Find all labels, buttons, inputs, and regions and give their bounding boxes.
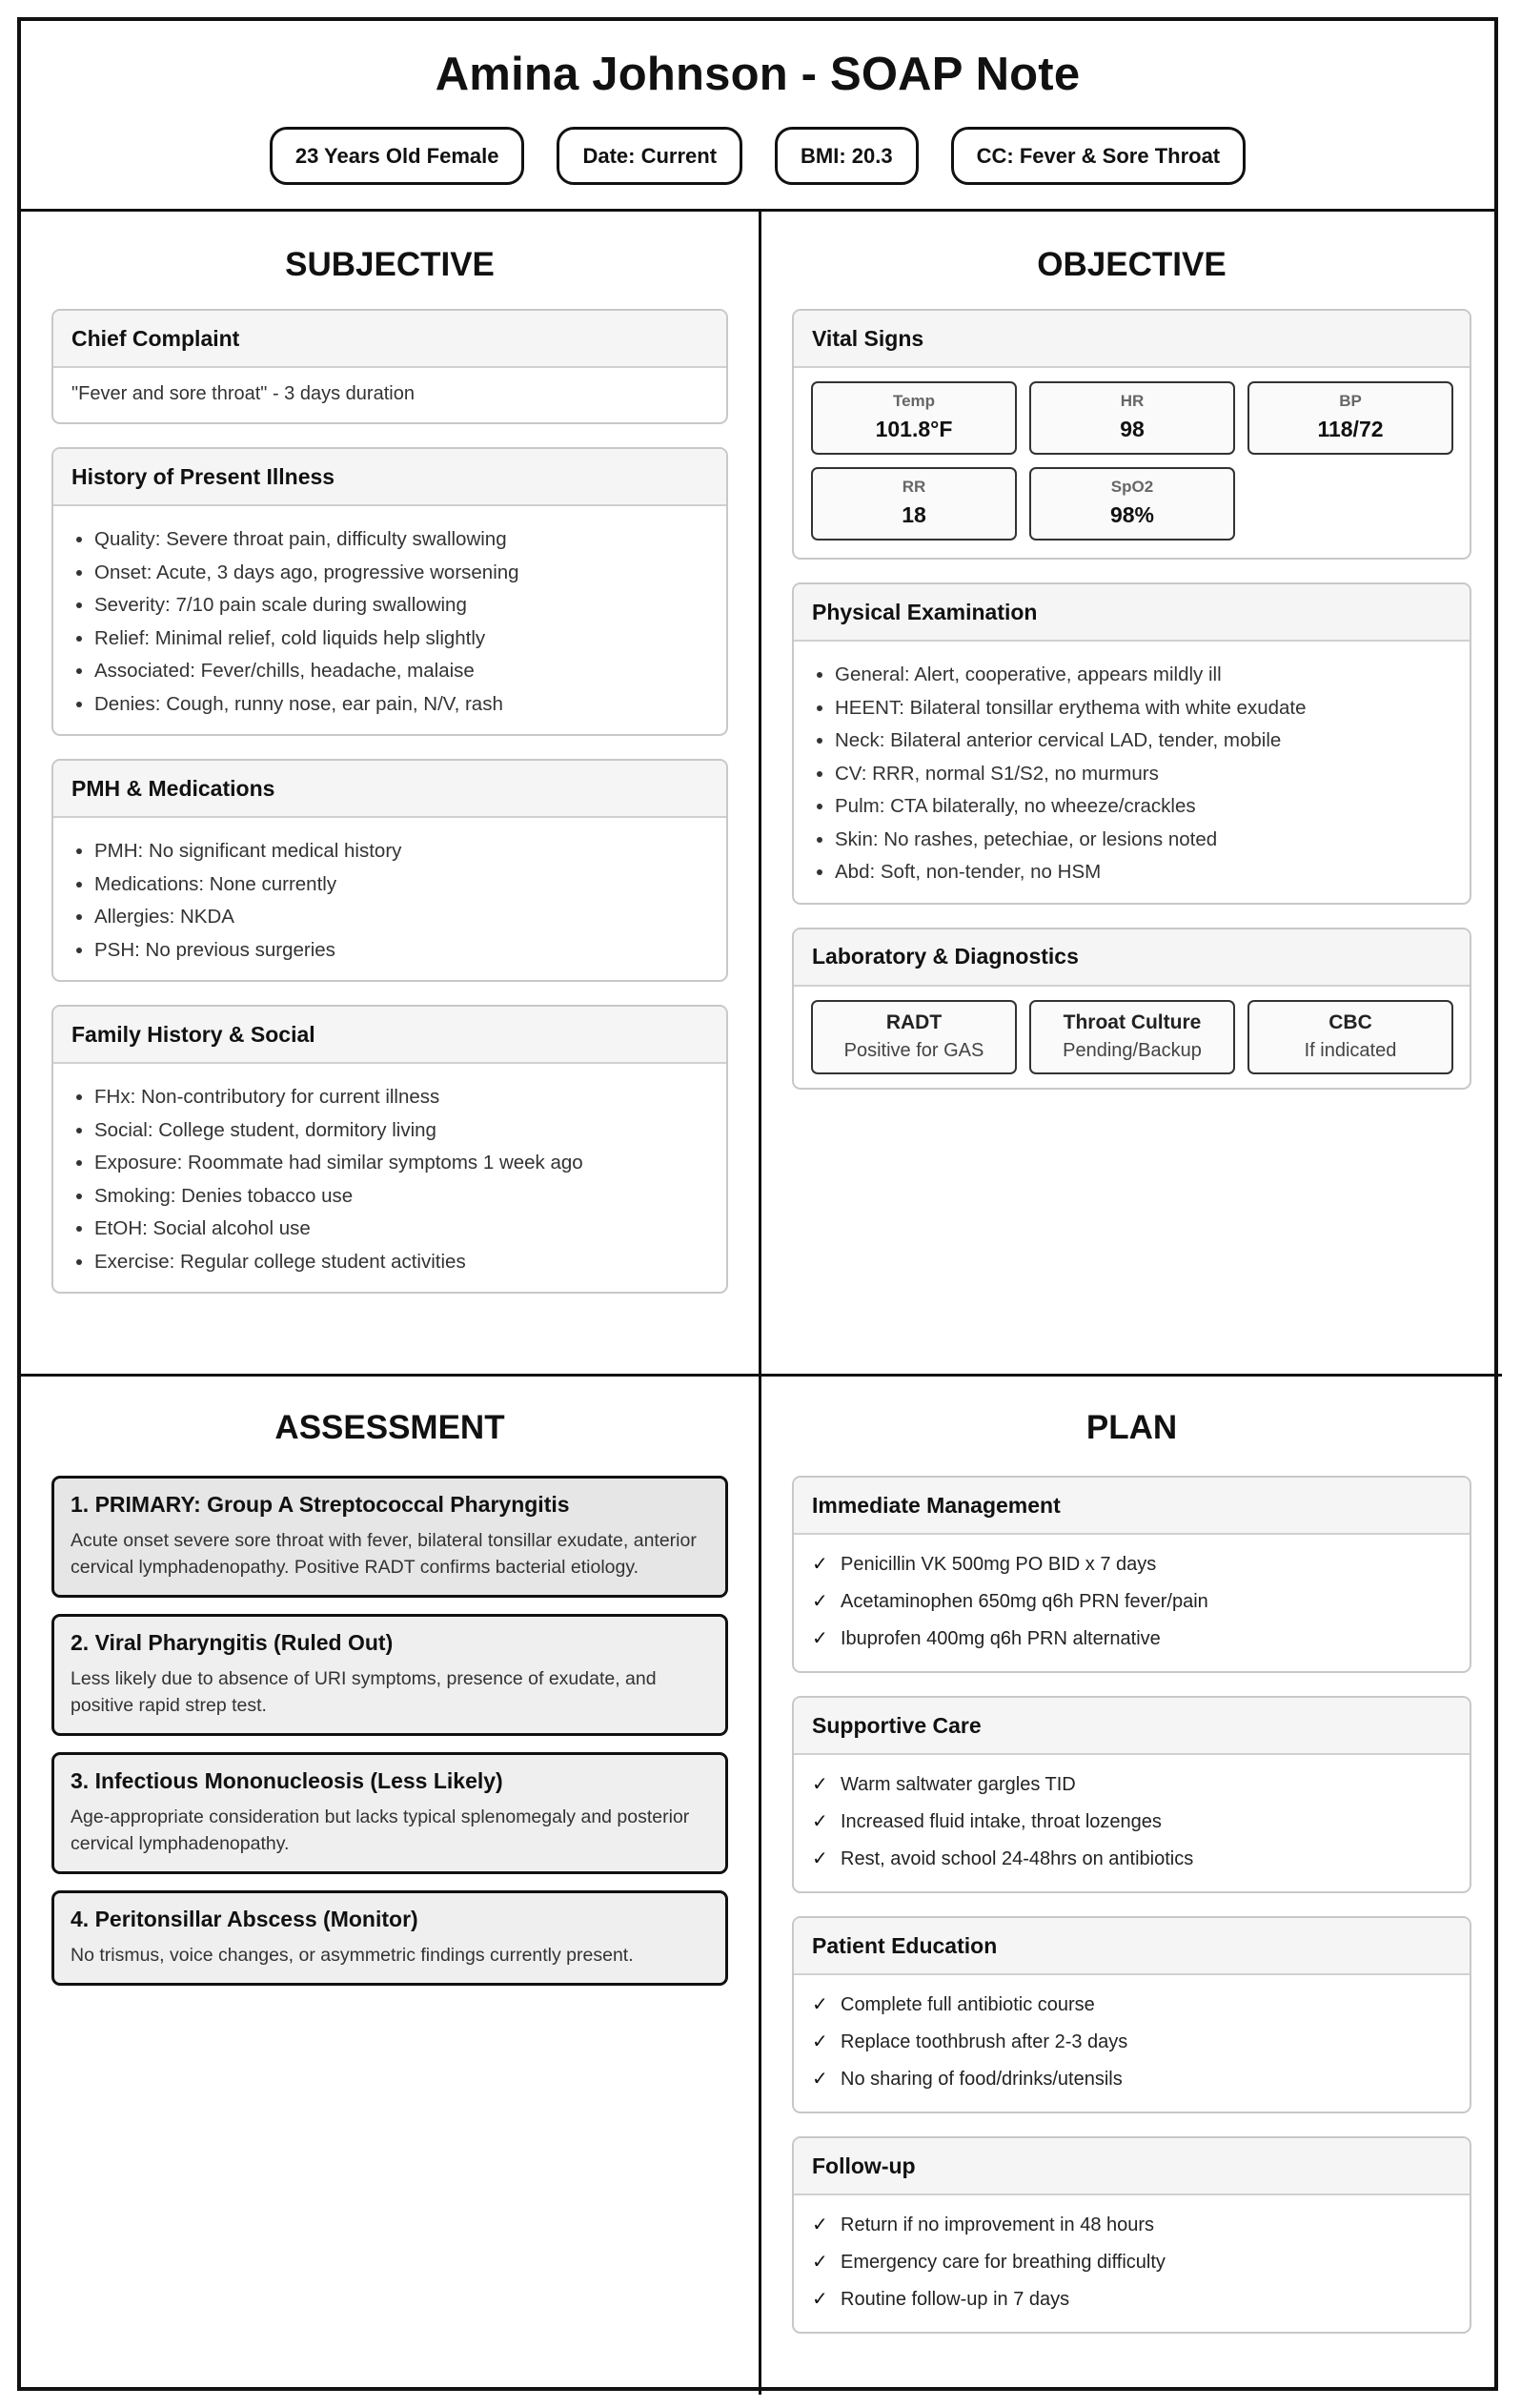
- diagnosis-text: No trismus, voice changes, or asymmetric findings currently present.: [71, 1945, 634, 1966]
- checkmark-icon: ✓: [812, 2214, 828, 2235]
- checkmark-icon: ✓: [812, 1994, 828, 2015]
- card-heading: PMH & Medications: [53, 761, 726, 818]
- exam-item: • Pulm: CTA bilaterally, no wheeze/crackles: [835, 790, 1451, 824]
- assessment-section: [21, 1377, 761, 2395]
- soap-note-page: [17, 17, 1498, 2391]
- diagnosis-text: Less likely due to absence of URI symptoms, presence of exudate, and positive rapid strep test.: [71, 1668, 657, 1716]
- card-heading: Follow-up: [794, 2138, 1470, 2195]
- family-social-item: • FHx: Non-contributory for current illness: [94, 1081, 708, 1114]
- immediate-list: [812, 1546, 1451, 1658]
- pmh-card: [51, 759, 728, 982]
- patient-badges: [21, 127, 1494, 185]
- hpi-item: • Denies: Cough, runny nose, ear pain, N/V, rash: [94, 688, 708, 722]
- card-heading: Chief Complaint: [53, 311, 726, 368]
- pmh-item: • PSH: No previous surgeries: [94, 934, 708, 968]
- card-heading: Supportive Care: [794, 1698, 1470, 1755]
- card-heading: History of Present Illness: [53, 449, 726, 506]
- lab-name: RADT: [885, 1010, 943, 1033]
- plan-item-text: Replace toothbrush after 2-3 days: [841, 2031, 1128, 2052]
- patient-education-card: [792, 1916, 1471, 2113]
- immediate-management-card: [792, 1476, 1471, 1673]
- supportive-item: [812, 1804, 1451, 1841]
- labs-card: [792, 928, 1471, 1090]
- vital-bp: [1247, 381, 1453, 455]
- exam-item: • Skin: No rashes, petechiae, or lesions noted: [835, 824, 1451, 857]
- hpi-item: • Onset: Acute, 3 days ago, progressive worsening: [94, 557, 708, 590]
- vital-signs-card: [792, 309, 1471, 560]
- lab-value: Pending/Backup: [1063, 1039, 1202, 1061]
- plan-item-text: Complete full antibiotic course: [841, 1994, 1095, 2015]
- vital-label: RR: [902, 478, 926, 496]
- plan-item-text: Acetaminophen 650mg q6h PRN fever/pain: [841, 1591, 1208, 1612]
- education-item: [812, 2024, 1451, 2061]
- card-heading: Laboratory & Diagnostics: [794, 929, 1470, 987]
- diagnosis-text: Age-appropriate consideration but lacks typical splenomegaly and posterior cervical lymphadenopathy.: [71, 1806, 690, 1854]
- date-badge: Date: Current: [557, 127, 742, 185]
- plan-item-text: Routine follow-up in 7 days: [841, 2289, 1070, 2310]
- lab-radt: [811, 1000, 1017, 1074]
- diagnosis-title: 2. Viral Pharyngitis (Ruled Out): [71, 1630, 394, 1655]
- pmh-list: [71, 835, 708, 967]
- family-social-item: • Social: College student, dormitory living: [94, 1114, 708, 1148]
- supportive-list: [812, 1766, 1451, 1878]
- exam-item: • HEENT: Bilateral tonsillar erythema with white exudate: [835, 692, 1451, 725]
- hpi-item: • Severity: 7/10 pain scale during swallowing: [94, 589, 708, 622]
- immediate-item: [812, 1546, 1451, 1583]
- checkmark-icon: ✓: [812, 2252, 828, 2273]
- card-heading: Family History & Social: [53, 1007, 726, 1064]
- vital-value: 98%: [1109, 502, 1155, 527]
- immediate-item: [812, 1583, 1451, 1621]
- vital-label: HR: [1120, 392, 1145, 410]
- followup-item: [812, 2244, 1451, 2281]
- exam-list: [812, 659, 1451, 889]
- family-social-item: • Smoking: Denies tobacco use: [94, 1180, 708, 1214]
- lab-throat-culture: [1029, 1000, 1235, 1074]
- supportive-item: [812, 1766, 1451, 1804]
- subjective-heading: SUBJECTIVE: [285, 246, 495, 283]
- vital-label: SpO2: [1110, 478, 1154, 496]
- vital-value: 18: [902, 502, 926, 527]
- pmh-item: • Allergies: NKDA: [94, 901, 708, 934]
- hpi-list: [71, 523, 708, 721]
- bmi-badge: BMI: 20.3: [775, 127, 919, 185]
- chief-complaint-badge: CC: Fever & Sore Throat: [951, 127, 1247, 185]
- card-heading: Patient Education: [794, 1918, 1470, 1975]
- objective-section: [761, 212, 1502, 1377]
- checkmark-icon: ✓: [812, 1591, 828, 1612]
- chief-complaint-text: "Fever and sore throat" - 3 days duration: [71, 383, 415, 404]
- pmh-item: • PMH: No significant medical history: [94, 835, 708, 868]
- family-social-item: • EtOH: Social alcohol use: [94, 1213, 708, 1246]
- followup-item: [812, 2281, 1451, 2318]
- exam-item: • Neck: Bilateral anterior cervical LAD, tender, mobile: [835, 724, 1451, 758]
- checkmark-icon: ✓: [812, 1628, 828, 1649]
- education-item: [812, 1987, 1451, 2024]
- diagnosis-title: 4. Peritonsillar Abscess (Monitor): [71, 1907, 418, 1931]
- vital-hr: [1029, 381, 1235, 455]
- plan-item-text: Return if no improvement in 48 hours: [841, 2214, 1155, 2235]
- family-social-item: • Exposure: Roommate had similar symptoms 1 week ago: [94, 1147, 708, 1180]
- card-heading: Immediate Management: [794, 1478, 1470, 1535]
- family-social-card: [51, 1005, 728, 1294]
- diagnosis-viral: [51, 1614, 728, 1736]
- plan-item-text: Penicillin VK 500mg PO BID x 7 days: [841, 1554, 1157, 1575]
- followup-item: [812, 2207, 1451, 2244]
- card-heading: Vital Signs: [794, 311, 1470, 368]
- age-sex-badge: 23 Years Old Female: [270, 127, 525, 185]
- page-title: Amina Johnson - SOAP Note: [435, 49, 1081, 100]
- education-item: [812, 2061, 1451, 2098]
- exam-item: • General: Alert, cooperative, appears mildly ill: [835, 659, 1451, 692]
- chief-complaint-card: [51, 309, 728, 424]
- vital-value: 101.8°F: [875, 417, 953, 441]
- pmh-item: • Medications: None currently: [94, 868, 708, 902]
- diagnosis-title: 3. Infectious Mononucleosis (Less Likely): [71, 1768, 503, 1793]
- checkmark-icon: ✓: [812, 1774, 828, 1795]
- vital-rr: [811, 467, 1017, 541]
- plan-item-text: Ibuprofen 400mg q6h PRN alternative: [841, 1628, 1161, 1649]
- education-list: [812, 1987, 1451, 2098]
- vital-label: Temp: [892, 392, 936, 410]
- assessment-heading: ASSESSMENT: [274, 1409, 505, 1446]
- checkmark-icon: ✓: [812, 1554, 828, 1575]
- hpi-card: [51, 447, 728, 736]
- vital-value: 118/72: [1317, 417, 1384, 441]
- lab-cbc: [1247, 1000, 1453, 1074]
- lab-value: If indicated: [1304, 1039, 1397, 1061]
- labs-grid: [794, 987, 1470, 1088]
- plan-item-text: Increased fluid intake, throat lozenges: [841, 1811, 1162, 1832]
- diagnosis-text: Acute onset severe sore throat with fever, bilateral tonsillar exudate, anterior cervical lymphadenopathy. Positive RADT confirms bacterial etiology.: [71, 1530, 697, 1578]
- lab-value: Positive for GAS: [843, 1039, 984, 1061]
- vital-temp: [811, 381, 1017, 455]
- supportive-care-card: [792, 1696, 1471, 1893]
- lab-name: CBC: [1328, 1010, 1372, 1033]
- checkmark-icon: ✓: [812, 1848, 828, 1869]
- immediate-item: [812, 1621, 1451, 1658]
- exam-item: • Abd: Soft, non-tender, no HSM: [835, 856, 1451, 889]
- vital-value: 98: [1120, 417, 1145, 441]
- checkmark-icon: ✓: [812, 2069, 828, 2090]
- diagnosis-title: 1. PRIMARY: Group A Streptococcal Pharyngitis: [71, 1492, 570, 1517]
- diagnosis-abscess: [51, 1890, 728, 1986]
- diagnosis-mono: [51, 1752, 728, 1874]
- exam-item: • CV: RRR, normal S1/S2, no murmurs: [835, 758, 1451, 791]
- hpi-item: • Relief: Minimal relief, cold liquids help slightly: [94, 622, 708, 656]
- hpi-item: • Associated: Fever/chills, headache, malaise: [94, 655, 708, 688]
- family-social-item: • Exercise: Regular college student activities: [94, 1246, 708, 1279]
- subjective-section: [21, 212, 761, 1377]
- checkmark-icon: ✓: [812, 2289, 828, 2310]
- physical-exam-card: [792, 582, 1471, 905]
- lab-name: Throat Culture: [1063, 1010, 1202, 1033]
- vital-spo2: [1029, 467, 1235, 541]
- objective-heading: OBJECTIVE: [1037, 246, 1227, 283]
- plan-item-text: Emergency care for breathing difficulty: [841, 2252, 1166, 2273]
- plan-item-text: No sharing of food/drinks/utensils: [841, 2069, 1123, 2090]
- note-header: [21, 21, 1494, 212]
- supportive-item: [812, 1841, 1451, 1878]
- diagnosis-primary: [51, 1476, 728, 1598]
- card-heading: Physical Examination: [794, 584, 1470, 642]
- vitals-grid: [794, 368, 1470, 558]
- hpi-item: • Quality: Severe throat pain, difficulty swallowing: [94, 523, 708, 557]
- checkmark-icon: ✓: [812, 1811, 828, 1832]
- plan-item-text: Warm saltwater gargles TID: [841, 1774, 1076, 1795]
- checkmark-icon: ✓: [812, 2031, 828, 2052]
- plan-heading: PLAN: [1085, 1409, 1178, 1446]
- follow-up-card: [792, 2136, 1471, 2334]
- plan-item-text: Rest, avoid school 24-48hrs on antibiotics: [841, 1848, 1194, 1869]
- vital-label: BP: [1339, 392, 1362, 410]
- family-social-list: [71, 1081, 708, 1278]
- followup-list: [812, 2207, 1451, 2318]
- plan-section: [761, 1377, 1502, 2395]
